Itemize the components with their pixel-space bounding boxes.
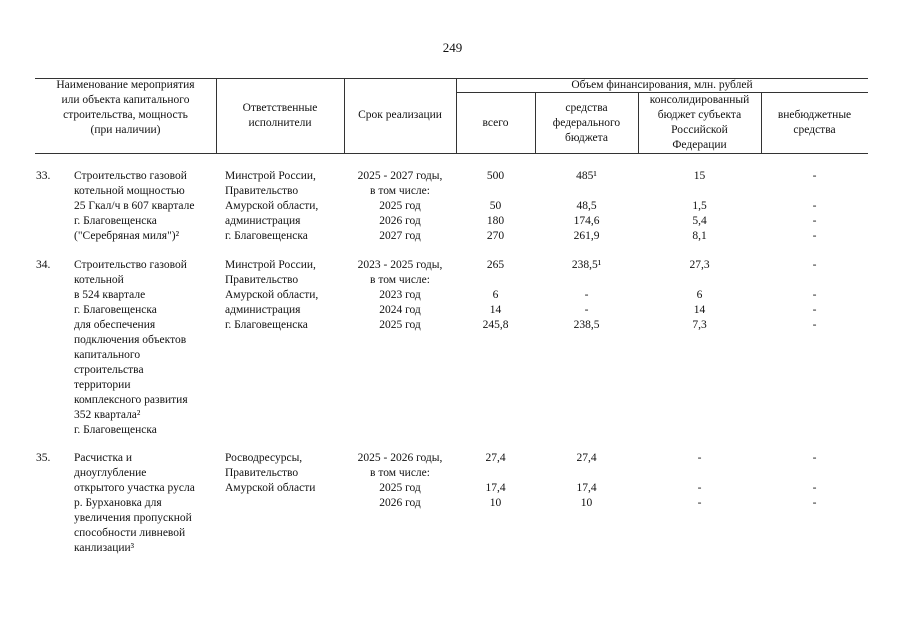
responsible-executors-line: администрация	[225, 304, 301, 316]
federal-budget-line: 48,5	[576, 200, 597, 212]
header-financing-group: Объем финансирования, млн. рублей	[571, 78, 753, 91]
header-line: бюджет субъекта	[657, 109, 742, 121]
object-name-line: котельной мощностью	[74, 185, 185, 197]
federal-budget-line: 27,4	[576, 452, 597, 464]
object-name-line: территории	[74, 379, 131, 391]
extrabudgetary-funds-line: -	[812, 304, 817, 316]
object-name-line: увеличения пропускной	[74, 512, 192, 524]
object-name-line: г. Благовещенска	[74, 215, 157, 227]
row-number-line: 33.	[36, 170, 51, 182]
total-amount-line: 180	[486, 215, 505, 227]
object-name-line: комплексного развития	[74, 394, 188, 406]
total-amount	[456, 451, 535, 511]
federal-budget-line: 17,4	[576, 482, 597, 494]
federal-budget-line	[535, 184, 638, 199]
header-total-column	[456, 94, 535, 152]
federal-budget-line: 10	[580, 497, 593, 509]
federal-budget-line: 174,6	[573, 215, 600, 227]
header-line: всего	[482, 116, 509, 129]
regional-budget	[638, 451, 761, 511]
object-name-line: капитального	[74, 349, 141, 361]
responsible-executors-line: Минстрой России,	[225, 170, 316, 182]
responsible-executors	[225, 258, 340, 333]
regional-budget-line: 1,5	[692, 200, 707, 212]
implementation-period	[344, 258, 456, 333]
object-name-line: Строительство газовой	[74, 259, 187, 271]
implementation-period-line: в том числе:	[370, 185, 430, 197]
extrabudgetary-funds-line: -	[812, 215, 817, 227]
responsible-executors-line: г. Благовещенска	[225, 319, 308, 331]
implementation-period-line: 2025 год	[379, 319, 421, 331]
total-amount	[456, 169, 535, 244]
header-period-column	[344, 80, 456, 151]
regional-budget-line: -	[697, 482, 702, 494]
regional-budget-line: 6	[696, 289, 703, 301]
federal-budget-line: 485¹	[576, 170, 597, 182]
regional-budget-line	[638, 184, 761, 199]
object-name	[74, 451, 216, 556]
total-amount-line: 500	[486, 170, 505, 182]
extrabudgetary-funds-line: -	[812, 482, 817, 494]
responsible-executors	[225, 451, 340, 496]
regional-budget-line: -	[697, 452, 702, 464]
implementation-period-line: 2027 год	[379, 230, 421, 242]
row-number	[36, 451, 70, 466]
object-name-line: Строительство газовой	[74, 170, 187, 182]
responsible-executors	[225, 169, 340, 244]
total-amount-line	[456, 273, 535, 288]
object-name-line: в 524 квартале	[74, 289, 146, 301]
header-line: Наименование мероприятия	[56, 79, 195, 91]
object-name-line: г. Благовещенска	[74, 424, 157, 436]
federal-budget	[535, 258, 638, 333]
regional-budget	[638, 169, 761, 244]
regional-budget-line: -	[697, 497, 702, 509]
object-name-line: способности ливневой	[74, 527, 186, 539]
header-line: внебюджетные	[777, 109, 852, 121]
federal-budget-line: -	[584, 289, 589, 301]
header-bottom-rule	[35, 153, 868, 154]
extrabudgetary-funds-line: -	[812, 289, 817, 301]
responsible-executors-line: Амурской области,	[225, 200, 319, 212]
header-line: Срок реализации	[358, 109, 442, 121]
header-line: средства	[793, 124, 836, 136]
extrabudgetary-funds-line: -	[812, 452, 817, 464]
total-amount-line: 245,8	[482, 319, 509, 331]
federal-budget-line	[535, 466, 638, 481]
header-extra-column	[761, 94, 868, 152]
implementation-period-line: в том числе:	[370, 467, 430, 479]
total-amount	[456, 258, 535, 333]
header-line: Ответственные	[242, 101, 318, 114]
regional-budget-line: 7,3	[692, 319, 707, 331]
extrabudgetary-funds-line: -	[812, 259, 817, 271]
federal-budget	[535, 451, 638, 511]
total-amount-line: 270	[486, 230, 505, 242]
object-name-line: для обеспечения	[74, 319, 156, 331]
header-responsible-column	[216, 80, 344, 151]
object-name-line: подключения объектов	[74, 334, 187, 346]
page-number: 249	[442, 40, 463, 55]
regional-budget-line	[638, 466, 761, 481]
extrabudgetary-funds-line: -	[812, 230, 817, 242]
extrabudgetary-funds-line: -	[812, 319, 817, 331]
object-name-line: открытого участка русла	[74, 482, 195, 494]
implementation-period-line: 2025 - 2027 годы,	[357, 170, 443, 182]
responsible-executors-line: Амурской области,	[225, 289, 319, 301]
responsible-executors-line: Правительство	[225, 274, 299, 286]
regional-budget-line: 27,3	[689, 259, 710, 271]
header-name-lines	[56, 78, 194, 138]
implementation-period-line: 2023 год	[379, 289, 421, 301]
responsible-executors-line: Правительство	[225, 185, 299, 197]
extrabudgetary-funds-line: -	[812, 170, 817, 182]
header-line: строительства, мощность	[63, 109, 188, 121]
implementation-period-line: 2025 - 2026 годы,	[357, 452, 443, 464]
implementation-period-line: 2026 год	[379, 215, 421, 227]
header-name-column	[35, 80, 216, 136]
extrabudgetary-funds-line	[761, 184, 868, 199]
implementation-period-line: 2025 год	[379, 200, 421, 212]
row-number-line: 35.	[36, 452, 51, 464]
object-name-line: г. Благовещенска	[74, 304, 157, 316]
total-amount-line: 17,4	[485, 482, 506, 494]
header-line: исполнители	[248, 116, 312, 129]
extrabudgetary-funds	[761, 258, 868, 333]
extrabudgetary-funds-line: -	[812, 497, 817, 509]
regional-budget-line: 5,4	[692, 215, 707, 227]
regional-budget-line: 8,1	[692, 230, 707, 242]
implementation-period	[344, 451, 456, 511]
responsible-executors-line: Правительство	[225, 467, 299, 479]
object-name-line: строительства	[74, 364, 144, 376]
extrabudgetary-funds-line	[761, 273, 868, 288]
row-number-line: 34.	[36, 259, 51, 271]
extrabudgetary-funds	[761, 451, 868, 511]
extrabudgetary-funds	[761, 169, 868, 244]
total-amount-line: 6	[492, 289, 499, 301]
federal-budget-line: 261,9	[573, 230, 600, 242]
federal-budget-line	[535, 273, 638, 288]
responsible-executors-line: администрация	[225, 215, 301, 227]
total-amount-line	[456, 184, 535, 199]
federal-budget-line: 238,5¹	[571, 259, 602, 271]
object-name	[74, 258, 216, 438]
header-line: или объекта капитального	[61, 94, 190, 106]
implementation-period-line: 2025 год	[379, 482, 421, 494]
total-amount-line: 50	[489, 200, 502, 212]
extrabudgetary-funds-line: -	[812, 200, 817, 212]
object-name-line: 352 квартала²	[74, 409, 141, 421]
object-name-line: р. Бурхановка для	[74, 497, 162, 509]
header-line: средства	[565, 101, 608, 114]
implementation-period	[344, 169, 456, 244]
total-amount-line: 27,4	[485, 452, 506, 464]
header-line: федерального	[552, 116, 621, 129]
header-line: бюджета	[565, 131, 608, 144]
row-number	[36, 169, 70, 184]
responsible-executors-line: г. Благовещенска	[225, 230, 308, 242]
object-name-line: дноуглубление	[74, 467, 147, 479]
federal-budget-line: -	[584, 304, 589, 316]
implementation-period-line: в том числе:	[370, 274, 430, 286]
object-name-line: ("Серебряная миля")²	[74, 230, 180, 242]
responsible-executors-line: Амурской области	[225, 482, 316, 494]
object-name	[74, 169, 216, 244]
regional-budget-line: 14	[693, 304, 706, 316]
regional-budget-line	[638, 273, 761, 288]
header-regional-column	[638, 94, 761, 152]
header-line: Российской	[671, 124, 728, 136]
total-amount-line: 10	[489, 497, 502, 509]
regional-budget-line: 15	[693, 170, 706, 182]
header-federal-column	[535, 94, 638, 152]
implementation-period-line: 2024 год	[379, 304, 421, 316]
federal-budget	[535, 169, 638, 244]
implementation-period-line: 2026 год	[379, 497, 421, 509]
object-name-line: Расчистка и	[74, 452, 132, 464]
header-line: (при наличии)	[90, 124, 161, 136]
object-name-line: котельной	[74, 274, 124, 286]
total-amount-line: 14	[489, 304, 502, 316]
responsible-executors-line: Минстрой России,	[225, 259, 316, 271]
header-line: консолидированный	[649, 94, 750, 106]
header-line: Федерации	[672, 139, 727, 151]
responsible-executors-line: Росводресурсы,	[225, 452, 303, 464]
extrabudgetary-funds-line	[761, 466, 868, 481]
implementation-period-line: 2023 - 2025 годы,	[357, 259, 443, 271]
federal-budget-line: 238,5	[573, 319, 600, 331]
object-name-line: канлизации³	[74, 542, 135, 554]
total-amount-line	[456, 466, 535, 481]
row-number	[36, 258, 70, 273]
object-name-line: 25 Гкал/ч в 607 квартале	[74, 200, 195, 212]
regional-budget	[638, 258, 761, 333]
total-amount-line: 265	[486, 259, 505, 271]
